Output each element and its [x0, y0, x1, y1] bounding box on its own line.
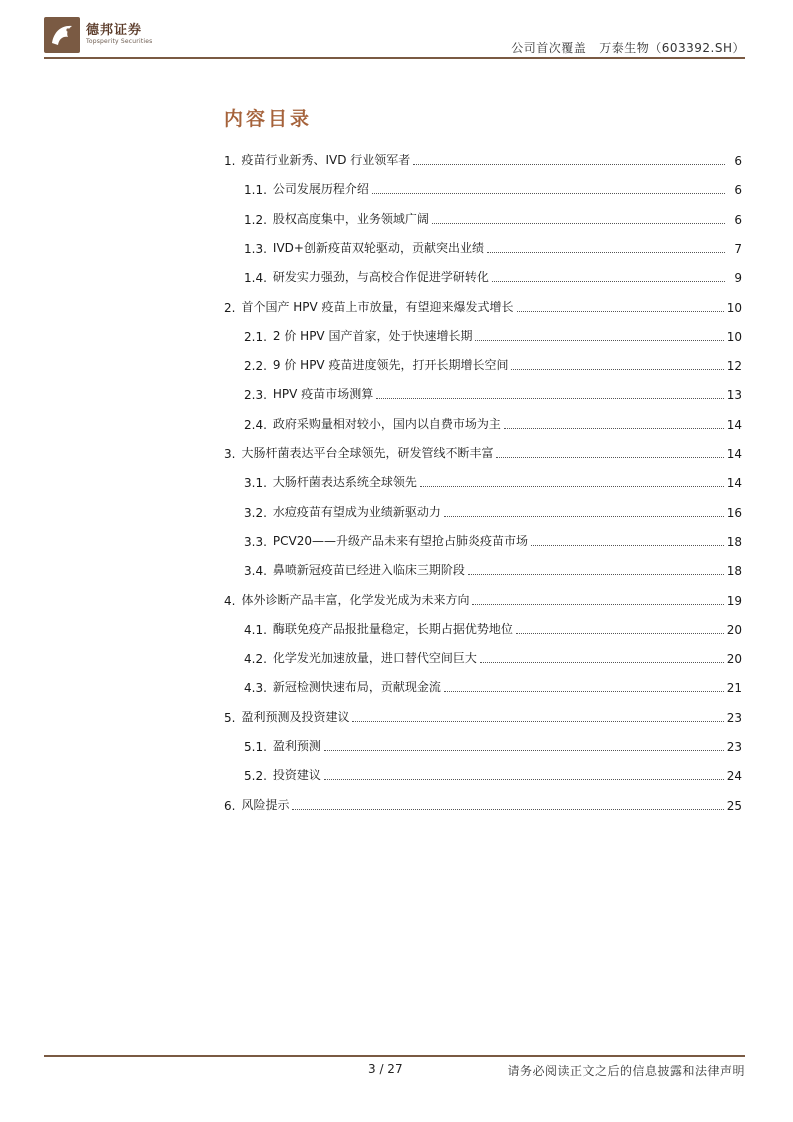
toc-dot-leader	[475, 339, 723, 341]
toc-entry-page: 14	[726, 476, 742, 491]
toc-dot-leader	[292, 808, 723, 810]
toc-dot-leader	[444, 515, 724, 517]
logo-chinese-name: 德邦证券	[86, 23, 143, 38]
toc-dot-leader	[376, 397, 724, 399]
toc-entry-number: 2.2.	[244, 359, 267, 374]
toc-entry-number: 3.	[224, 447, 236, 461]
toc-entry-title: 投资建议	[272, 768, 321, 783]
toc-entry[interactable]	[244, 556, 742, 578]
toc-entry[interactable]	[224, 586, 742, 608]
toc-entry-number: 5.1.	[244, 740, 267, 754]
toc-entry-title: 盈利预测及投资建议	[241, 709, 350, 724]
toc-entry[interactable]	[244, 498, 742, 520]
toc-entry-number: 1.3.	[244, 241, 267, 256]
legal-notice: 请务必阅读正文之后的信息披露和法律声明	[507, 1064, 745, 1078]
page-number: 3 / 27	[368, 1062, 403, 1076]
toc-entry-title: 水痘疫苗有望成为业绩新驱动力	[272, 504, 441, 519]
toc-entry-number: 4.3.	[244, 681, 267, 696]
toc-entry-number: 3.4.	[244, 564, 267, 579]
toc-dot-leader	[420, 485, 724, 487]
toc-entry-number: 1.1.	[244, 183, 267, 198]
toc-entry[interactable]	[224, 703, 742, 725]
toc-entry-page: 10	[726, 300, 742, 315]
toc-entry-page: 13	[726, 388, 742, 403]
toc-title: 内容目录	[224, 108, 313, 130]
header-divider	[44, 57, 745, 59]
toc-dot-leader	[413, 163, 725, 165]
toc-entry-title: 大肠杆菌表达平台全球领先，研发管线不断丰富	[241, 446, 494, 460]
toc-entry-page: 14	[726, 447, 742, 461]
toc-entry[interactable]	[244, 263, 742, 285]
toc-entry-number: 4.1.	[244, 622, 267, 637]
toc-entry-number: 4.	[224, 593, 236, 608]
toc-dot-leader	[444, 690, 724, 692]
toc-entry-page: 20	[726, 652, 742, 667]
toc-entry[interactable]	[244, 175, 742, 197]
toc-entry-page: 9	[734, 271, 742, 286]
toc-entry[interactable]	[224, 439, 742, 461]
footer-divider	[44, 1055, 745, 1057]
report-type: 公司首次覆盖	[511, 41, 587, 55]
toc-entry-page: 18	[726, 564, 742, 579]
toc-dot-leader	[472, 603, 723, 605]
toc-entry-page: 25	[726, 798, 742, 813]
header-report-info	[511, 39, 745, 56]
toc-dot-leader	[352, 720, 723, 722]
toc-entry[interactable]	[224, 146, 742, 168]
toc-entry-number: 2.4.	[244, 417, 267, 432]
toc-entry-title: 酶联免疫产品报批量稳定，长期占据优势地位	[272, 621, 513, 636]
toc-entry-title: 体外诊断产品丰富，化学发光成为未来方向	[241, 592, 470, 607]
toc-dot-leader	[531, 544, 724, 546]
toc-dot-leader	[324, 749, 724, 751]
toc-entry[interactable]	[244, 380, 742, 402]
toc-entry-page: 23	[726, 710, 742, 725]
toc-entry-number: 2.	[224, 300, 236, 315]
toc-entry-title: 疫苗行业新秀、IVD 行业领军者	[241, 153, 411, 167]
toc-entry-title: 9 价 HPV 疫苗进度领先，打开长期增长空间	[272, 358, 509, 373]
toc-entry[interactable]	[244, 644, 742, 666]
toc-entry[interactable]	[244, 205, 742, 227]
toc-entry[interactable]	[244, 410, 742, 432]
logo-icon	[44, 17, 80, 53]
toc-entry-title: 2 价 HPV 国产首家，处于快速增长期	[272, 328, 473, 343]
toc-entry-title: 新冠检测快速布局，贡献现金流	[272, 680, 441, 695]
toc-entry[interactable]	[244, 322, 742, 344]
toc-dot-leader	[372, 192, 725, 194]
toc-entry-title: 政府采购量相对较小，国内以自费市场为主	[272, 416, 501, 431]
company-name: 万泰生物（603392.SH）	[599, 41, 745, 55]
toc-entry-number: 1.4.	[244, 271, 267, 286]
toc-entry[interactable]	[244, 732, 742, 754]
toc-entry-number: 5.2.	[244, 769, 267, 784]
toc-entry-number: 6.	[224, 798, 236, 813]
toc-entry-title: 盈利预测	[272, 739, 321, 753]
toc-entry-page: 24	[726, 769, 742, 784]
toc-entry-number: 2.3.	[244, 388, 267, 403]
page-header	[0, 0, 793, 60]
toc-entry-page: 20	[726, 622, 742, 637]
toc-entry-number: 3.1.	[244, 476, 267, 491]
toc-entry[interactable]	[244, 234, 742, 256]
toc-entry-number: 4.2.	[244, 652, 267, 667]
toc-entry-title: PCV20——升级产品未来有望抢占肺炎疫苗市场	[272, 533, 529, 548]
toc-dot-leader	[468, 573, 724, 575]
toc-entry-title: 股权高度集中，业务领域广阔	[272, 211, 429, 226]
toc-entry[interactable]	[244, 761, 742, 783]
toc-dot-leader	[480, 661, 724, 663]
toc-dot-leader	[517, 310, 724, 312]
toc-entry-page: 10	[726, 329, 742, 344]
toc-entry-page: 19	[726, 593, 742, 608]
toc-entry-page: 16	[726, 505, 742, 520]
toc-dot-leader	[504, 427, 724, 429]
toc-entry-title: 风险提示	[241, 797, 290, 812]
toc-entry-title: 大肠杆菌表达系统全球领先	[272, 475, 417, 490]
logo-english-name: Topsperity Securities	[86, 38, 153, 45]
toc-entry[interactable]	[244, 527, 742, 549]
toc-entry[interactable]	[244, 351, 742, 373]
toc-entry-number: 1.	[224, 154, 236, 168]
toc-entry-title: 公司发展历程介绍	[272, 182, 369, 197]
toc-dot-leader	[432, 222, 725, 224]
toc-entry-number: 3.2.	[244, 505, 267, 520]
toc-entry-title: 研发实力强劲，与高校合作促进学研转化	[272, 270, 489, 285]
toc-dot-leader	[324, 778, 724, 780]
toc-entry-number: 5.	[224, 710, 236, 725]
toc-dot-leader	[496, 456, 723, 458]
toc-entry-page: 23	[726, 740, 742, 754]
toc-entry[interactable]	[244, 615, 742, 637]
toc-dot-leader	[516, 632, 724, 634]
toc-entry-title: 化学发光加速放量，进口替代空间巨大	[272, 651, 477, 666]
toc-entry-page: 6	[734, 183, 742, 198]
toc-entry[interactable]	[244, 673, 742, 695]
toc-entry-page: 21	[726, 681, 742, 696]
toc-dot-leader	[511, 368, 723, 370]
toc-entry-title: HPV 疫苗市场测算	[272, 387, 374, 402]
toc-entry-page: 6	[734, 212, 742, 227]
toc-entry-page: 12	[726, 359, 742, 374]
toc-entry-number: 1.2.	[244, 212, 267, 227]
toc-entry[interactable]	[244, 468, 742, 490]
toc-entry[interactable]	[224, 791, 742, 813]
toc-dot-leader	[487, 251, 725, 253]
toc-entry-page: 7	[734, 241, 742, 256]
toc-entry-number: 3.3.	[244, 534, 267, 549]
toc-entry-title: 首个国产 HPV 疫苗上市放量，有望迎来爆发式增长	[241, 299, 514, 314]
toc-entry-page: 6	[734, 154, 742, 168]
toc-entry-page: 14	[726, 417, 742, 432]
toc-entry-page: 18	[726, 534, 742, 549]
toc-entry-title: 鼻喷新冠疫苗已经进入临床三期阶段	[272, 563, 465, 578]
toc-entry[interactable]	[224, 293, 742, 315]
toc-dot-leader	[492, 280, 725, 282]
toc-entry-number: 2.1.	[244, 329, 267, 344]
toc-entry-title: IVD+创新疫苗双轮驱动，贡献突出业绩	[272, 240, 484, 255]
